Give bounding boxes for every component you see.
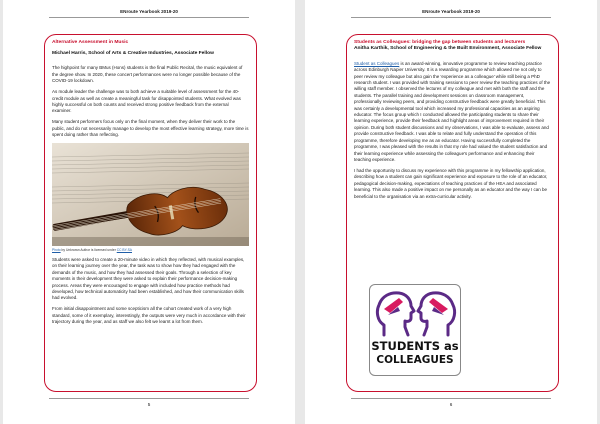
article-author: Michael Harris, School of Arts & Creative Industries, Associate Fellow	[52, 51, 214, 56]
footer-rule	[49, 398, 249, 399]
photo-link[interactable]: Photo	[52, 248, 61, 253]
paragraph: As module leader the challenge was to both achieve a suitable level of assessment for the 40-credit module as well as create a meaningful task for disappointed students. What evolved was highly successful on both counts and received strong positive feedback from the external examiner.	[52, 89, 241, 114]
running-head: ENroute Yearbook 2019-20	[422, 9, 480, 14]
students-as-colleagues-link[interactable]: Student as Colleagues	[354, 60, 400, 66]
page-5	[3, 0, 295, 424]
logo-text-bottom: COLLEAGUES	[376, 354, 454, 366]
credit-text: by Unknown Author is licensed under	[60, 248, 117, 253]
paragraph	[354, 61, 551, 164]
article-author: Anitha Karthik, School of Engineering & the Built Environment, Associate Fellow	[354, 46, 542, 52]
page-number: 5	[147, 402, 151, 407]
students-as-colleagues-logo	[369, 284, 461, 376]
footer-rule	[351, 398, 551, 399]
two-heads-icon	[370, 285, 461, 341]
paragraph: From initial disappointment and some scepticism all the cohort created work of a very high standard, some of it exemplary, interestingly, the outputs were very much in accordance with their trajectory during the year, and as staff we also felt we learnt a lot from them.	[52, 306, 246, 325]
article-body	[354, 40, 551, 205]
logo-text-top: STUDENTS as	[371, 339, 459, 353]
paragraph: Students were asked to create a 20-minute video in which they reflected, with musical examples, on their learning journey over the year, the task was to show how they had engaged with the demands of the music, and how they had assessed their goals. Through a selection of key moments in their development they were asked to explain their performance decision-making process. Areas they were encouraged to engage with included how practice methods had developed, how technical automaticity had been established, and how their communication skills had evolved.	[52, 257, 245, 301]
image-credit	[52, 248, 249, 252]
page-number: 6	[449, 402, 453, 407]
violin-image	[52, 143, 249, 246]
paragraph: Many student performers focus only on the final moment, when they deliver their work to the public, and do not necessarily manage to develop the most effective learning strategy, more time is spent doing rather than reflecting.	[52, 119, 249, 138]
license-link[interactable]: CC BY-SA	[116, 248, 132, 253]
article-title: Alternative Assessment in Music	[52, 40, 129, 45]
paragraph: The highpoint for many BMus (Hons) students is the final Public Recital, the music equivalent of the degree show. In 2020, these concert performances were no longer possible because of the COVID-19 lockdown.	[52, 65, 243, 84]
paragraph: I had the opportunity to discuss my experience with this programme in my fellowship application, describing how a student can gain significant experience and exposure to the role of an educator, pedagogical decision-making, expectations of teaching practices of the HEA and associated learning. This also made a positive impact on me personally as an educator and the way I can be beneficial to the organisation via an extra-curricular activity.	[354, 167, 548, 199]
page-6	[305, 0, 597, 424]
paragraph-text: is an award-winning, innovative programme to review teaching practice across Edinburgh Napier University. It is a rewarding programme which allowed me not only to peer review my colleague but also gain the 'experience as a colleague' while still being a PhD research student. I was provided with training sessions to peer review the teaching practices of the willing staff member. I observed the lectures of my colleague and met with both the staff and the students. The parallel training and development sessions on classroom management, professionally reviewing peers, and providing constructive feedback were greatly beneficial. This was certainly a developmental tool which increased my professional capacities as an aspiring educator. The focus group which I conducted allowed the participating students to share their learning experience, provide their feedback and highlight areas of improvement required in their opinion. During both student discussions and my observations, I was able to evaluate, assess and provide constructive feedback. I was able to relate and fully understand the operation of this programme, therefore developing me as an educator. Having successfully completed the programme, I was pleased with the results in that my role had valued the student satisfaction and their learning experience while assessing the colleague's performance and enhancing their teaching experience.	[354, 60, 551, 162]
header-rule	[49, 17, 249, 18]
header-rule	[351, 17, 551, 18]
article-title: Students as Colleagues: bridging the gap between students and lecturers	[354, 40, 526, 45]
violin-photo	[52, 143, 249, 246]
running-head: ENroute Yearbook 2019-20	[120, 9, 178, 14]
article-body	[52, 40, 249, 330]
